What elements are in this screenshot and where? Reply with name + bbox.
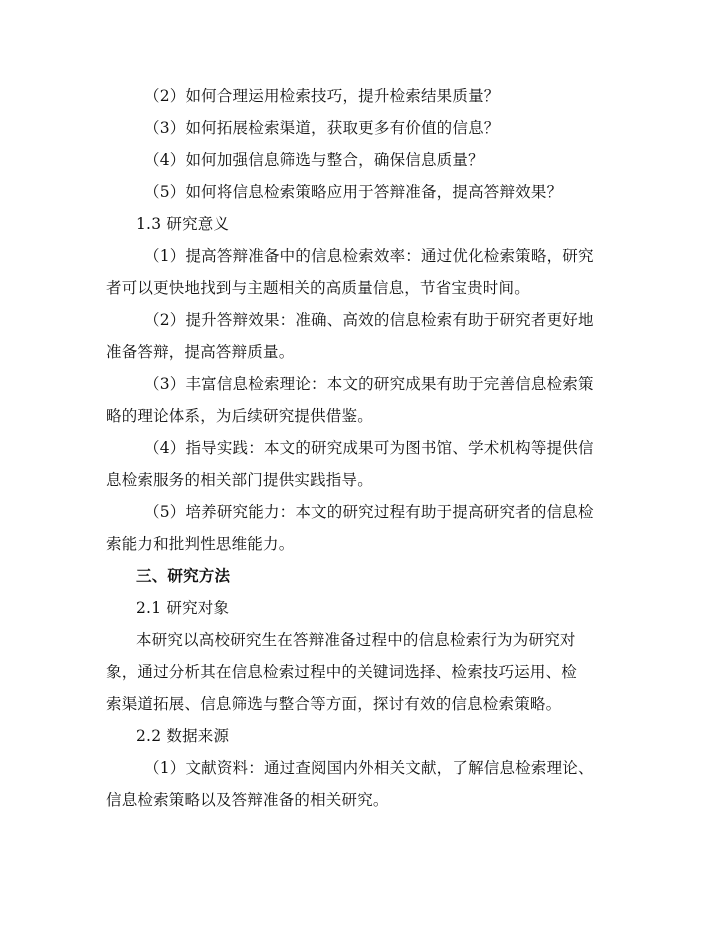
question-2: （2）如何合理运用检索技巧，提升检索结果质量？ — [144, 87, 500, 105]
research-object-line-1: 本研究以高校研究生在答辩准备过程中的信息检索行为为研究对 — [136, 631, 576, 649]
significance-2-line-1: （2）提升答辩效果：准确、高效的信息检索有助于研究者更好地 — [144, 311, 594, 329]
section-heading-2-1: 2.1 研究对象 — [136, 599, 230, 617]
significance-5-line-1: （5）培养研究能力：本文的研究过程有助于提高研究者的信息检 — [144, 503, 594, 521]
chapter-heading-3: 三、研究方法 — [136, 566, 231, 585]
significance-1-line-1: （1）提高答辩准备中的信息检索效率：通过优化检索策略，研究 — [144, 247, 594, 265]
significance-2-line-2: 准备答辩，提高答辩质量。 — [106, 343, 295, 361]
question-3: （3）如何拓展检索渠道，获取更多有价值的信息？ — [144, 119, 500, 137]
research-object-line-2: 象，通过分析其在信息检索过程中的关键词选择、检索技巧运用、检 — [106, 663, 578, 681]
data-source-1-line-1: （1）文献资料：通过查阅国内外相关文献，了解信息检索理论、 — [144, 759, 594, 777]
research-object-line-3: 索渠道拓展、信息筛选与整合等方面，探讨有效的信息检索策略。 — [106, 695, 562, 713]
significance-5-line-2: 索能力和批判性思维能力。 — [106, 535, 295, 553]
section-heading-1-3: 1.3 研究意义 — [136, 215, 230, 233]
significance-4-line-2: 息检索服务的相关部门提供实践指导。 — [106, 471, 373, 489]
significance-1-line-2: 者可以更快地找到与主题相关的高质量信息，节省宝贵时间。 — [106, 279, 530, 297]
significance-3-line-2: 略的理论体系，为后续研究提供借鉴。 — [106, 407, 373, 425]
section-heading-2-2: 2.2 数据来源 — [136, 727, 230, 745]
question-4: （4）如何加强信息筛选与整合，确保信息质量？ — [144, 151, 484, 169]
significance-4-line-1: （4）指导实践：本文的研究成果可为图书馆、学术机构等提供信 — [144, 439, 594, 457]
significance-3-line-1: （3）丰富信息检索理论：本文的研究成果有助于完善信息检索策 — [144, 375, 594, 393]
question-5: （5）如何将信息检索策略应用于答辩准备，提高答辩效果？ — [144, 183, 563, 201]
data-source-1-line-2: 信息检索策略以及答辩准备的相关研究。 — [106, 791, 389, 809]
